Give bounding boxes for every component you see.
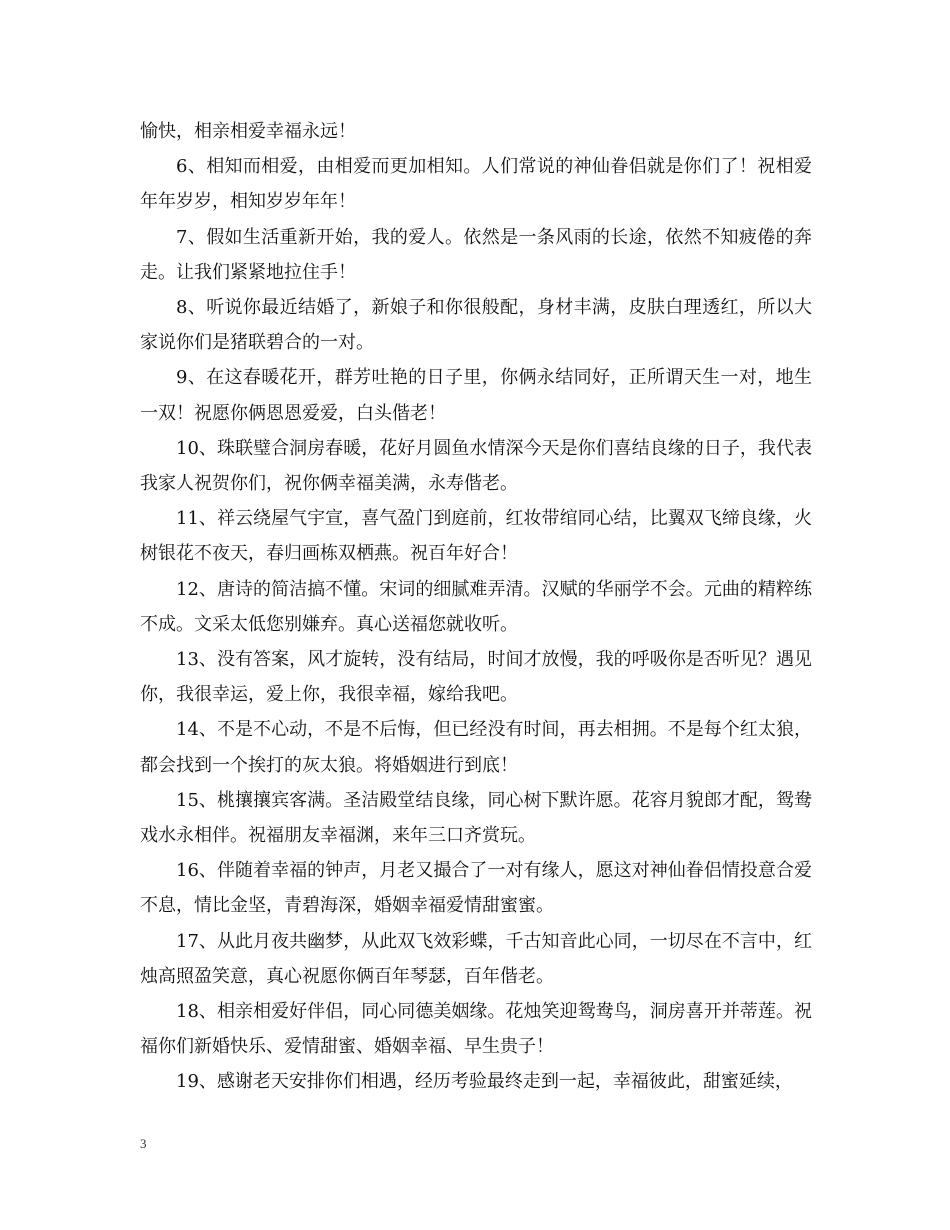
paragraph: 9、在这春暖花开，群芳吐艳的日子里，你俩永结同好，正所谓天生一对，地生一双！祝愿你俩恩恩爱爱，白头偕老！ xyxy=(140,367,812,424)
paragraph: 17、从此月夜共幽梦，从此双飞效彩蝶，千古知音此心同，一切尽在不言中，红烛高照盈笑意，真心祝愿你俩百年琴瑟，百年偕老。 xyxy=(140,930,812,987)
paragraph: 12、唐诗的简洁搞不懂。宋词的细腻难弄清。汉赋的华丽学不会。元曲的精粹练不成。文采太低您别嫌弃。真心送福您就收听。 xyxy=(140,578,812,635)
paragraph: 16、伴随着幸福的钟声，月老又撮合了一对有缘人，愿这对神仙眷侣情投意合爱不息，情比金坚，青碧海深，婚姻幸福爱情甜蜜蜜。 xyxy=(140,860,812,917)
paragraph: 6、相知而相爱，由相爱而更加相知。人们常说的神仙眷侣就是你们了！祝相爱年年岁岁，相知岁岁年年！ xyxy=(140,156,812,213)
paragraph: 19、感谢老天安排你们相遇，经历考验最终走到一起，幸福彼此，甜蜜延续， xyxy=(176,1071,793,1093)
document-body xyxy=(140,114,812,1100)
paragraph: 7、假如生活重新开始，我的爱人。依然是一条风雨的长途，依然不知疲倦的奔走。让我们紧紧地拉住手！ xyxy=(140,226,812,283)
paragraph: 愉快，相亲相爱幸福永远！ xyxy=(140,121,356,142)
paragraph: 13、没有答案，风才旋转，没有结局，时间才放慢，我的呼吸你是否听见？遇见你，我很幸运，爱上你，我很幸福，嫁给我吧。 xyxy=(140,649,812,706)
paragraph: 15、桃攘攘宾客满。圣洁殿堂结良缘，同心树下默许愿。花容月貌郎才配，鸳鸯戏水永相伴。祝福朋友幸福渊，来年三口齐赏玩。 xyxy=(140,789,812,847)
paragraph: 18、相亲相爱好伴侣，同心同德美姻缘。花烛笑迎鸳鸯鸟，洞房喜开并蒂莲。祝福你们新婚快乐、爱情甜蜜、婚姻幸福、早生贵子！ xyxy=(140,1001,812,1058)
paragraph: 14、不是不心动，不是不后悔，但已经没有时间，再去相拥。不是每个红太狼，都会找到一个挨打的灰太狼。将婚姻进行到底！ xyxy=(140,719,812,776)
paragraph: 8、听说你最近结婚了，新娘子和你很般配，身材丰满，皮肤白理透红，所以大家说你们是猪联碧合的一对。 xyxy=(140,297,812,354)
paragraph: 10、珠联璧合洞房春暖，花好月圆鱼水情深今天是你们喜结良缘的日子，我代表我家人祝贺你们，祝你俩幸福美满，永寿偕老。 xyxy=(140,437,812,495)
page-number: 3 xyxy=(140,1136,147,1151)
paragraph: 11、祥云绕屋气宇宣，喜气盈门到庭前，红妆带绾同心结，比翼双飞缔良缘，火树银花不夜天，春归画栋双栖燕。祝百年好合！ xyxy=(140,508,812,565)
